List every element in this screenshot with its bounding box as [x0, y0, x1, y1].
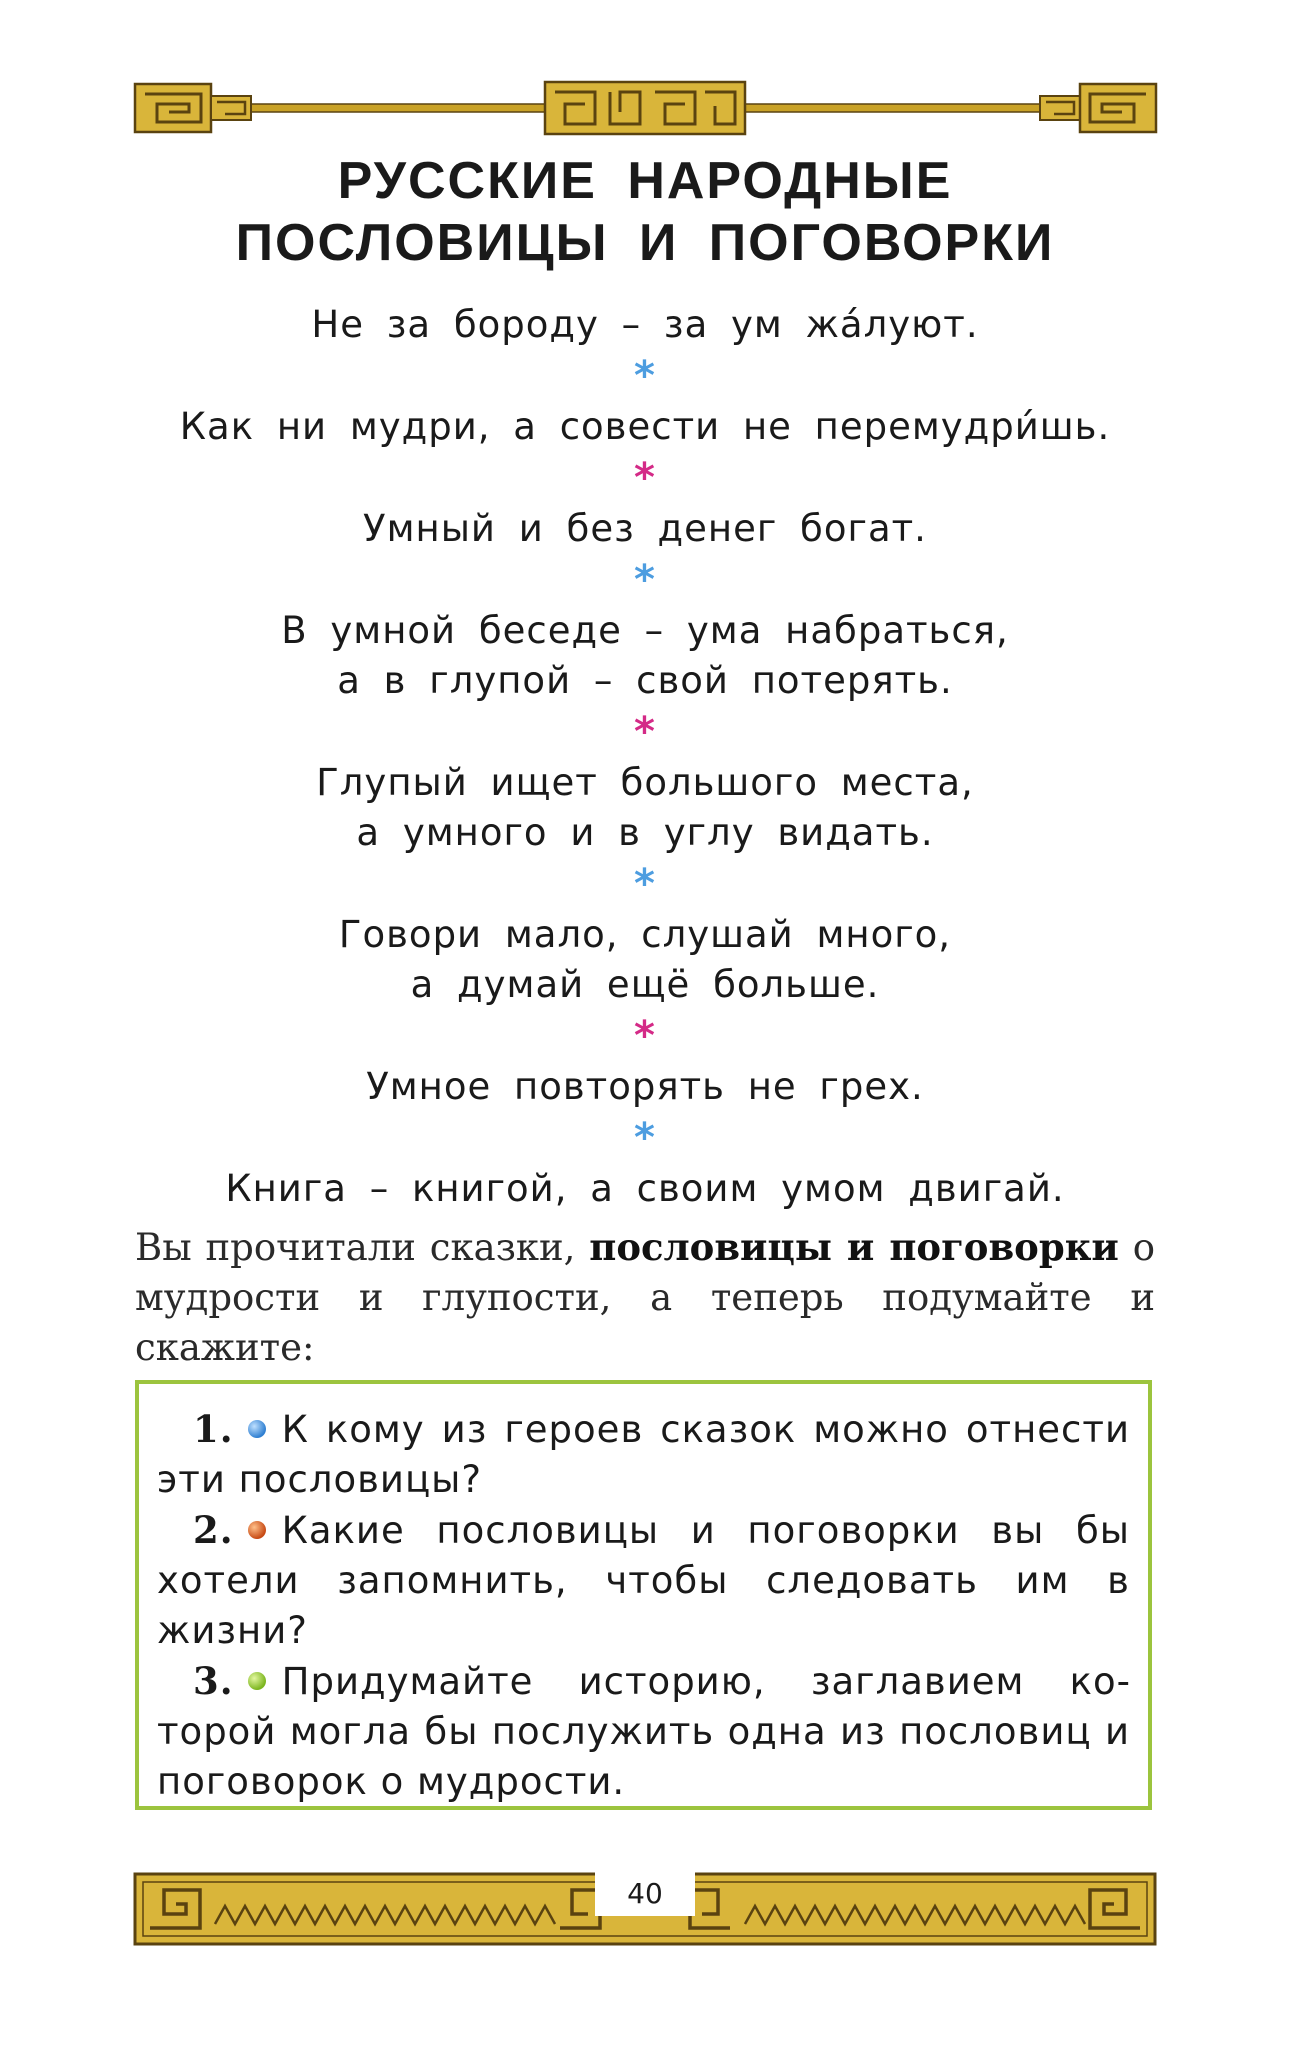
asterisk-separator: * — [634, 1013, 656, 1059]
proverb-7: Умное повторять не грех. — [366, 1065, 924, 1108]
top-ornament-center-block — [545, 82, 745, 134]
question-number: 2. — [193, 1508, 234, 1552]
title-line-2: ПОСЛОВИЦЫ И ПОГОВОРКИ — [235, 214, 1055, 272]
proverb-8: Книга – книгой, а своим умом двигай. — [225, 1167, 1065, 1210]
top-ornament-right-block — [1040, 84, 1156, 132]
question-text: К кому из героев сказок можно отнести эти пословицы? — [157, 1408, 1130, 1501]
asterisk-separator: * — [634, 861, 656, 907]
questions-box — [135, 1380, 1152, 1810]
blue-dot-icon — [248, 1420, 266, 1438]
proverb-4-line-1: В умной беседе – ума набраться, — [281, 609, 1009, 652]
question-2 — [157, 1505, 1130, 1656]
proverb-3: Умный и без денег богат. — [363, 507, 927, 550]
intro-paragraph — [135, 1222, 1155, 1373]
intro-bold-term: пословицы и поговорки — [589, 1225, 1119, 1269]
top-ornament — [0, 78, 1290, 138]
question-number: 1. — [193, 1407, 234, 1451]
intro-text-part-1: Вы прочитали сказки, — [135, 1226, 590, 1269]
question-3 — [157, 1656, 1130, 1807]
asterisk-separator: * — [634, 455, 656, 501]
asterisk-separator: * — [634, 709, 656, 755]
proverb-5-line-1: Глупый ищет большого места, — [316, 761, 974, 804]
asterisk-separator: * — [634, 557, 656, 603]
top-ornament-left-block — [135, 84, 251, 132]
question-1 — [157, 1404, 1130, 1505]
asterisk-separator: * — [634, 353, 656, 399]
proverb-6-line-2: а думай ещё больше. — [410, 963, 880, 1006]
proverb-4-line-2: а в глупой – свой потерять. — [337, 659, 953, 702]
proverb-1: Не за бороду – за ум жа́луют. — [311, 303, 979, 346]
question-text: Придумайте историю, заглавием которой могла бы послужить одна из пословиц и поговорок о мудрости. — [157, 1660, 1130, 1803]
proverbs-list — [120, 300, 1170, 1214]
green-dot-icon — [248, 1672, 266, 1690]
intro-text-part-2: о мудрости и глупости, а теперь подумайте и скажите: — [135, 1226, 1156, 1369]
asterisk-separator: * — [634, 1115, 656, 1161]
page-title — [130, 150, 1160, 274]
proverb-5-line-2: а умного и в углу видать. — [356, 811, 934, 854]
title-line-1: РУССКИЕ НАРОДНЫЕ — [337, 152, 953, 210]
orange-dot-icon — [248, 1521, 266, 1539]
question-text: Какие пословицы и поговорки вы бы хотели запомнить, чтобы следовать им в жизни? — [157, 1509, 1130, 1652]
page-number: 40 — [595, 1872, 695, 1916]
question-number: 3. — [193, 1659, 234, 1703]
proverb-2: Как ни мудри, а совести не перемудри́шь. — [179, 405, 1111, 448]
proverb-6-line-1: Говори мало, слушай много, — [338, 913, 952, 956]
